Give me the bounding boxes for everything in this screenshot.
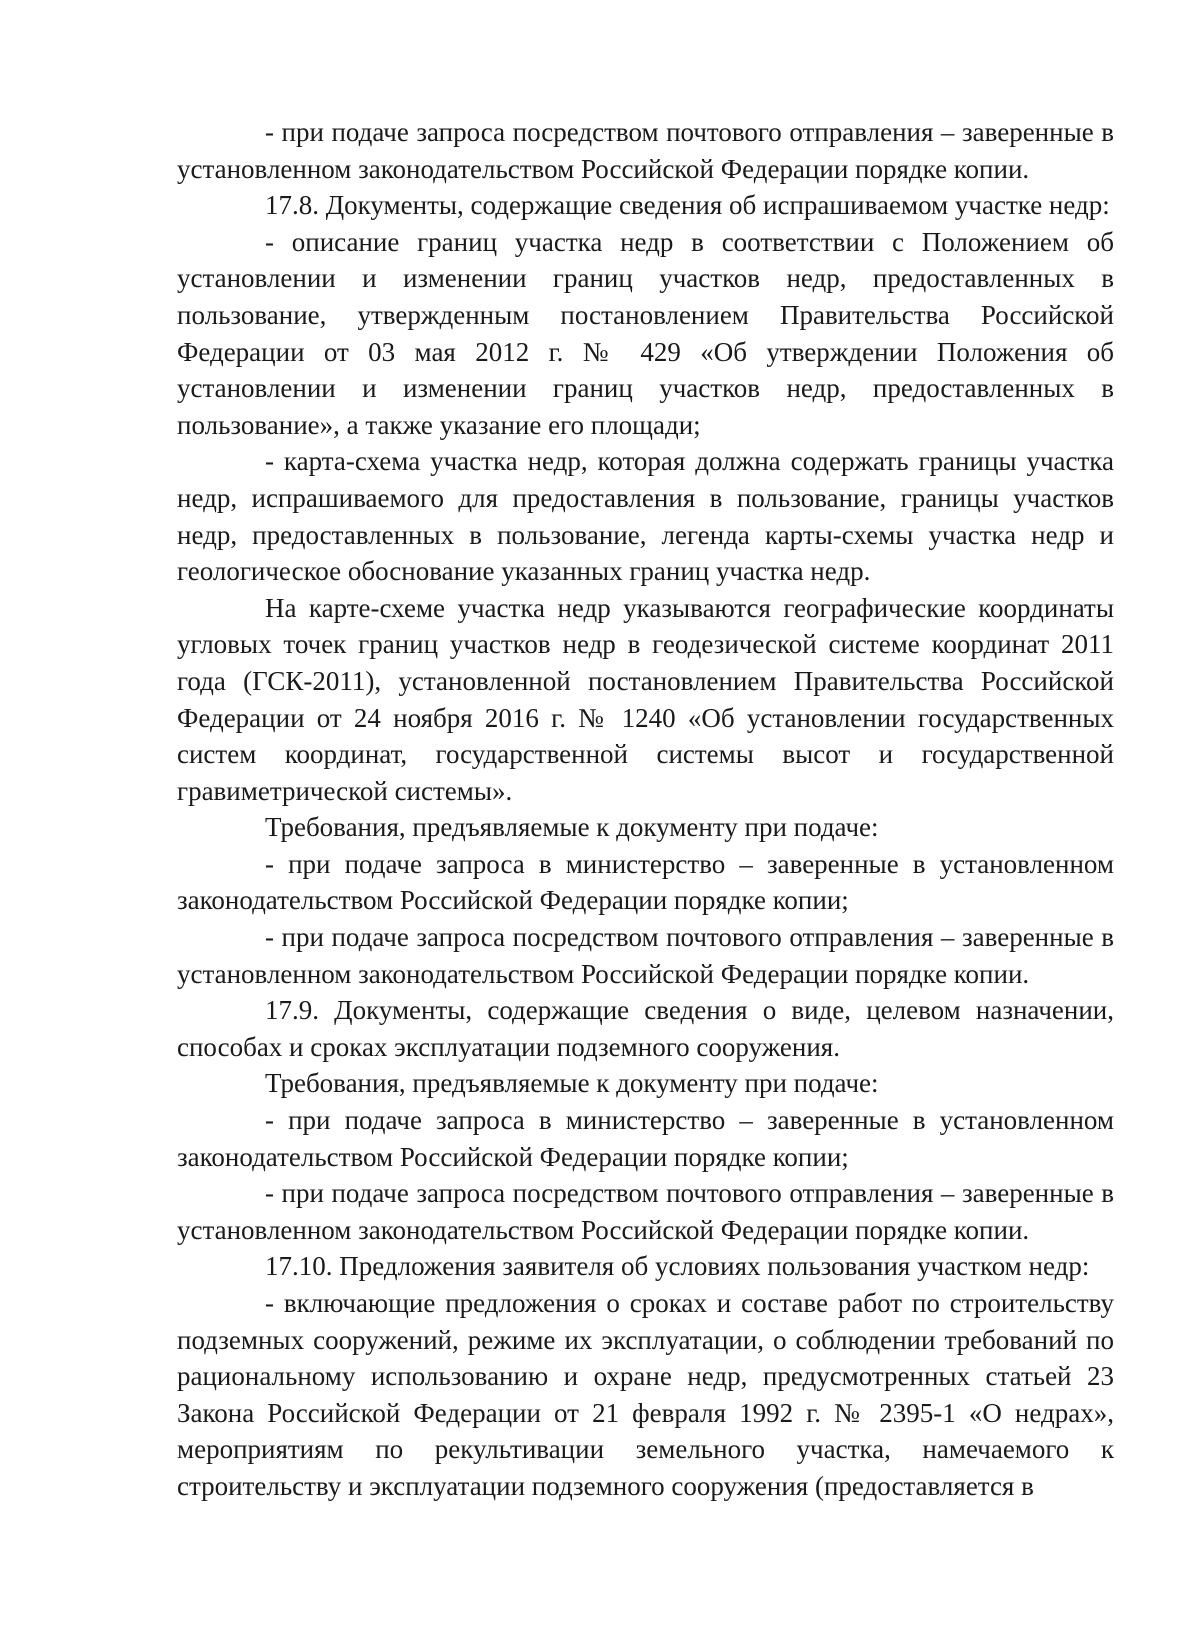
paragraph-17-8-heading: 17.8. Документы, содержащие сведения об испрашиваемом участке недр: (265, 190, 1110, 221)
paragraph-ministry-copies-2: - при подаче запроса в министерство – заверенные в установленном законодательством Российской Федерации порядке копии; (177, 1105, 1114, 1172)
paragraph-boundary-description: - описание границ участка недр в соответствии с Положением об установлении и изменении границ участков недр, предоставленных в пользование, утвержденным постановлением Правительства Российской Федерации от 03 мая 2012 г. № 429 «Об утверждении Положения об установлении и изменении границ участков недр, предоставленных в пользование», а также указание его площади; (177, 226, 1114, 440)
document-body (177, 114, 1114, 1505)
paragraph-postal-copies-2: - при подаче запроса посредством почтового отправления – заверенные в установленном законодательством Российской Федерации порядке копии. (177, 922, 1114, 989)
paragraph-requirements-2: Требования, предъявляемые к документу при подаче: (265, 1068, 879, 1099)
paragraph-proposals: - включающие предложения о сроках и составе работ по строительству подземных сооружений, режиме их эксплуатации, о соблюдении требований по рациональному использованию и охране недр, предусмотренных статьей 23 Закона Российской Федерации от 21 февраля 1992 г. № 2395-1 «О недрах», мероприятиям по рекультивации земельного участка, намечаемого к строительству и эксплуатации подземного сооружения (предоставляется в (177, 1288, 1114, 1501)
paragraph-postal-copies-3: - при подаче запроса посредством почтового отправления – заверенные в установленном законодательством Российской Федерации порядке копии. (177, 1178, 1114, 1245)
paragraph-map-scheme: - карта-схема участка недр, которая должна содержать границы участка недр, испрашиваемого для предоставления в пользование, границы участков недр, предоставленных в пользование, легенда карты-схемы участка недр и геологическое обоснование указанных границ участка недр. (177, 446, 1114, 587)
paragraph-coordinates: На карте-схеме участка недр указываются географические координаты угловых точек границ участков недр в геодезической системе координат 2011 года (ГСК-2011), установленной постановлением Правительства Российской Федерации от 24 ноября 2016 г. № 1240 «Об установлении государственных систем координат, государственной системы высот и государственной гравиметрической системы». (177, 592, 1114, 806)
paragraph-requirements-1: Требования, предъявляемые к документу при подаче: (265, 812, 879, 843)
paragraph-17-10-heading: 17.10. Предложения заявителя об условиях пользования участком недр: (265, 1251, 1090, 1282)
paragraph-postal-copies-1: - при подаче запроса посредством почтового отправления – заверенные в установленном законодательством Российской Федерации порядке копии. (177, 117, 1114, 184)
paragraph-17-9-heading: 17.9. Документы, содержащие сведения о виде, целевом назначении, способах и сроках эксплуатации подземного сооружения. (177, 995, 1114, 1062)
paragraph-ministry-copies-1: - при подаче запроса в министерство – заверенные в установленном законодательством Российской Федерации порядке копии; (177, 848, 1114, 916)
